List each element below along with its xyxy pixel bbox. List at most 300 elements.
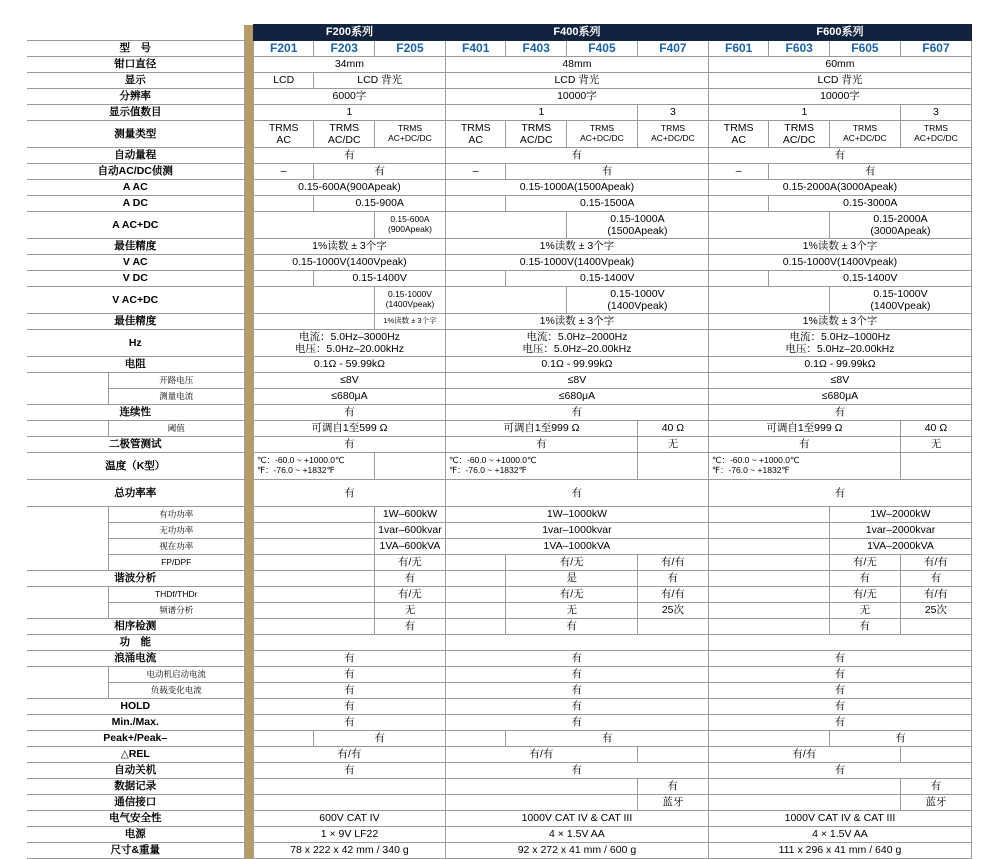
measure-type-f403: TRMS AC/DC	[506, 121, 567, 148]
phase-f605: 有	[829, 619, 900, 635]
row-label-autorange: 自动量程	[27, 148, 244, 164]
resistance-f400: 0.1Ω - 99.99kΩ	[445, 357, 708, 373]
gold-divider	[244, 619, 253, 635]
row-label-harmonic: 谐波分析	[27, 571, 244, 587]
a-acdc-f600: 0.15-2000A (3000Apeak)	[829, 212, 971, 239]
row-label-safety: 电气安全性	[27, 811, 244, 827]
table-row-thdf-thdr	[27, 587, 972, 603]
row-label-rel: △REL	[27, 747, 244, 763]
comm-f200-empty	[253, 795, 445, 811]
table-row-phase-detect	[27, 619, 972, 635]
open-voltage-f400: ≤8V	[445, 373, 708, 389]
peak-f600: 有	[829, 731, 971, 747]
active-power-f205: 1W–600kW	[374, 507, 445, 523]
table-row-a-ac	[27, 180, 972, 196]
model-f203: F203	[314, 41, 375, 57]
open-voltage-f200: ≤8V	[253, 373, 445, 389]
apparent-power-f601-603-empty	[708, 539, 829, 555]
temperature-f607-empty	[900, 453, 971, 480]
thd-f201-203-empty	[253, 587, 374, 603]
gold-divider	[244, 89, 253, 105]
load-change-f400: 有	[445, 683, 708, 699]
rel-f200: 有/有	[253, 747, 445, 763]
table-row-auto-acdc	[27, 164, 972, 180]
jaw-f600: 60mm	[708, 57, 971, 73]
resolution-f400: 10000字	[445, 89, 708, 105]
table-row-open-voltage	[27, 373, 972, 389]
table-row-resolution	[27, 89, 972, 105]
gold-divider	[244, 715, 253, 731]
thd-f205: 有/无	[374, 587, 445, 603]
fp-dpf-f205: 有/无	[374, 555, 445, 571]
a-dc-f200: 0.15-900A	[314, 196, 446, 212]
total-power-f400: 有	[445, 480, 708, 507]
total-power-f200: 有	[253, 480, 445, 507]
safety-f400: 1000V CAT IV & CAT III	[445, 811, 708, 827]
table-row-inrush	[27, 651, 972, 667]
autorange-f200: 有	[253, 148, 445, 164]
freq-f403-405: 无	[506, 603, 637, 619]
table-row-fp-dpf	[27, 555, 972, 571]
row-label-diode: 二极管测试	[27, 437, 244, 453]
table-row-resistance	[27, 357, 972, 373]
gold-divider	[244, 57, 253, 73]
v-dc-f600: 0.15-1400V	[769, 271, 972, 287]
v-dc-f201-empty	[253, 271, 314, 287]
motor-start-f200: 有	[253, 667, 445, 683]
gold-divider	[244, 747, 253, 763]
phase-f401-empty	[445, 619, 506, 635]
threshold-f401-405: 可调自1至999 Ω	[445, 421, 637, 437]
measure-current-f600: ≤680μA	[708, 389, 971, 405]
apparent-power-f600: 1VA–2000kVA	[829, 539, 971, 555]
diode-f607: 无	[900, 437, 971, 453]
table-row-temperature	[27, 453, 972, 480]
thd-f403-405: 有/无	[506, 587, 637, 603]
series-label-f600: F600系列	[708, 25, 971, 41]
row-label-display: 显示	[27, 73, 244, 89]
phase-f205: 有	[374, 619, 445, 635]
v-ac-f600: 0.15-1000V(1400Vpeak)	[708, 255, 971, 271]
empty-cell	[27, 25, 108, 41]
jaw-f400: 48mm	[445, 57, 708, 73]
display-f600: LCD 背光	[708, 73, 971, 89]
apparent-power-f400: 1VA–1000kVA	[445, 539, 708, 555]
auto-off-f600: 有	[708, 763, 971, 779]
gold-divider	[244, 212, 253, 239]
peak-f601-603-empty	[708, 731, 829, 747]
row-label-apparent-power: 视在功率	[108, 539, 244, 555]
thd-f607: 有/有	[900, 587, 971, 603]
specification-table	[27, 24, 972, 859]
table-row-a-dc	[27, 196, 972, 212]
freq-f407: 25次	[637, 603, 708, 619]
gold-divider	[244, 453, 253, 480]
resolution-f200: 6000字	[253, 89, 445, 105]
reactive-power-f205: 1var–600kvar	[374, 523, 445, 539]
phase-f607-empty	[900, 619, 971, 635]
row-label-a-ac: A AC	[27, 180, 244, 196]
empty-cell	[27, 421, 108, 437]
gold-divider	[244, 571, 253, 587]
row-label-phase-detect: 相序检测	[27, 619, 244, 635]
table-row-minmax	[27, 715, 972, 731]
fp-dpf-f201-203-empty	[253, 555, 374, 571]
a-acdc-f205: 0.15-600A (900Apeak)	[374, 212, 445, 239]
display-f203-205: LCD 背光	[314, 73, 446, 89]
display-count-f401-405: 1	[445, 105, 637, 121]
gold-divider	[244, 651, 253, 667]
gold-divider	[244, 196, 253, 212]
measure-type-f607: TRMS AC+DC/DC	[900, 121, 971, 148]
empty-cell	[27, 523, 108, 539]
freq-f601-603-empty	[708, 603, 829, 619]
empty-cell	[27, 389, 108, 405]
autorange-f600: 有	[708, 148, 971, 164]
v-ac-f400: 0.15-1000V(1400Vpeak)	[445, 255, 708, 271]
comm-f607: 蓝牙	[900, 795, 971, 811]
table-row-v-ac	[27, 255, 972, 271]
series-label-f400: F400系列	[445, 25, 708, 41]
gold-divider	[244, 763, 253, 779]
table-row-auto-off	[27, 763, 972, 779]
gold-divider	[244, 603, 253, 619]
table-row-a-acdc	[27, 212, 972, 239]
phase-f407-empty	[637, 619, 708, 635]
gold-divider	[244, 507, 253, 523]
gold-divider	[244, 25, 253, 41]
v-acdc-f601-603-empty	[708, 287, 829, 314]
gold-divider	[244, 731, 253, 747]
series-label-f200: F200系列	[253, 25, 445, 41]
row-label-inrush: 浪涌电流	[27, 651, 244, 667]
temperature-f400: ℃：-60.0 ~ +1000.0℃ ℉：-76.0 ~ +1832℉	[445, 453, 637, 480]
datalog-f607: 有	[900, 779, 971, 795]
temperature-f200: ℃：-60.0 ~ +1000.0℃ ℉：-76.0 ~ +1832℉	[253, 453, 374, 480]
harmonic-f601-603-empty	[708, 571, 829, 587]
a-dc-f601-empty	[708, 196, 769, 212]
model-f401: F401	[445, 41, 506, 57]
temperature-f205-empty	[374, 453, 445, 480]
power-f200: 1 × 9V LF22	[253, 827, 445, 843]
table-row-total-power	[27, 480, 972, 507]
v-dc-f400: 0.15-1400V	[506, 271, 708, 287]
freq-f607: 25次	[900, 603, 971, 619]
peak-f200: 有	[314, 731, 446, 747]
harmonic-f201-203-empty	[253, 571, 374, 587]
v-ac-f200: 0.15-1000V(1400Vpeak)	[253, 255, 445, 271]
open-voltage-f600: ≤8V	[708, 373, 971, 389]
rel-f407-empty	[637, 747, 708, 763]
row-label-fp-dpf: FP/DPF	[108, 555, 244, 571]
row-label-measure-current: 测量电流	[108, 389, 244, 405]
best-acc-2-f205: 1%读数 ± 3个字	[374, 314, 445, 330]
table-row-threshold	[27, 421, 972, 437]
fp-dpf-f605: 有/无	[829, 555, 900, 571]
apparent-power-f201-203-empty	[253, 539, 374, 555]
gold-divider	[244, 180, 253, 196]
measure-type-f601: TRMS AC	[708, 121, 769, 148]
gold-divider	[244, 683, 253, 699]
row-label-resolution: 分辨率	[27, 89, 244, 105]
rel-f400: 有/有	[445, 747, 637, 763]
peak-f400: 有	[506, 731, 708, 747]
measure-current-f400: ≤680μA	[445, 389, 708, 405]
table-row-comm	[27, 795, 972, 811]
hold-f200: 有	[253, 699, 445, 715]
size-weight-f600: 111 x 296 x 41 mm / 640 g	[708, 843, 971, 859]
auto-acdc-f401: –	[445, 164, 506, 180]
rel-f600: 有/有	[708, 747, 900, 763]
row-label-v-acdc: V AC+DC	[27, 287, 244, 314]
load-change-f200: 有	[253, 683, 445, 699]
model-f607: F607	[900, 41, 971, 57]
row-label-thdf-thdr: THDf/THDr	[108, 587, 244, 603]
thd-f601-603-empty	[708, 587, 829, 603]
peak-f401-empty	[445, 731, 506, 747]
gold-divider	[244, 271, 253, 287]
measure-type-f405: TRMS AC+DC/DC	[566, 121, 637, 148]
phase-f601-603-empty	[708, 619, 829, 635]
measure-current-f200: ≤680μA	[253, 389, 445, 405]
gold-divider	[244, 555, 253, 571]
row-label-measure-type: 测量类型	[27, 121, 244, 148]
empty-cell	[108, 25, 244, 41]
gold-divider	[244, 41, 253, 57]
table-row-datalog	[27, 779, 972, 795]
row-label-load-change: 负载变化电流	[108, 683, 244, 699]
phase-f201-203-empty	[253, 619, 374, 635]
a-acdc-f400: 0.15-1000A (1500Apeak)	[566, 212, 708, 239]
continuity-f400: 有	[445, 405, 708, 421]
a-dc-f401-empty	[445, 196, 506, 212]
v-dc-f200: 0.15-1400V	[314, 271, 446, 287]
display-f201: LCD	[253, 73, 314, 89]
gold-divider	[244, 148, 253, 164]
gold-divider	[244, 357, 253, 373]
auto-acdc-f203-205: 有	[314, 164, 446, 180]
inrush-f600: 有	[708, 651, 971, 667]
apparent-power-f205: 1VA–600kVA	[374, 539, 445, 555]
empty-cell	[27, 603, 108, 619]
row-label-motor-start: 电动机启动电流	[108, 667, 244, 683]
freq-f201-203-empty	[253, 603, 374, 619]
safety-f200: 600V CAT IV	[253, 811, 445, 827]
table-row-active-power	[27, 507, 972, 523]
peak-f201-empty	[253, 731, 314, 747]
thd-f401-empty	[445, 587, 506, 603]
table-row-display-count	[27, 105, 972, 121]
row-label-hz: Hz	[27, 330, 244, 357]
harmonic-f607: 有	[900, 571, 971, 587]
reactive-power-f400: 1var–1000kvar	[445, 523, 708, 539]
row-label-jaw: 钳口直径	[27, 57, 244, 73]
empty-cell	[27, 587, 108, 603]
datalog-f407: 有	[637, 779, 708, 795]
freq-f401-empty	[445, 603, 506, 619]
gold-divider	[244, 421, 253, 437]
jaw-f200: 34mm	[253, 57, 445, 73]
gold-divider	[244, 73, 253, 89]
measure-type-f407: TRMS AC+DC/DC	[637, 121, 708, 148]
active-power-f400: 1W–1000kW	[445, 507, 708, 523]
row-label-active-power: 有功功率	[108, 507, 244, 523]
empty-cell	[27, 555, 108, 571]
comm-f401-405-empty	[445, 795, 637, 811]
active-power-f600: 1W–2000kW	[829, 507, 971, 523]
auto-acdc-f603-607: 有	[769, 164, 972, 180]
model-f407: F407	[637, 41, 708, 57]
active-power-f601-603-empty	[708, 507, 829, 523]
threshold-f607: 40 Ω	[900, 421, 971, 437]
table-row-hold	[27, 699, 972, 715]
row-label-freq-analysis: 频谱分析	[108, 603, 244, 619]
load-change-f600: 有	[708, 683, 971, 699]
motor-start-f400: 有	[445, 667, 708, 683]
comm-f407: 蓝牙	[637, 795, 708, 811]
auto-off-f200: 有	[253, 763, 445, 779]
threshold-f200: 可调自1至599 Ω	[253, 421, 445, 437]
auto-off-f400: 有	[445, 763, 708, 779]
row-label-power: 电源	[27, 827, 244, 843]
table-row-peak	[27, 731, 972, 747]
gold-divider	[244, 843, 253, 859]
function-f200-empty	[253, 635, 445, 651]
table-row-function-section	[27, 635, 972, 651]
function-f600-empty	[708, 635, 971, 651]
fp-dpf-f403-405: 有/无	[506, 555, 637, 571]
empty-cell	[27, 373, 108, 389]
best-acc-2-f400: 1%读数 ± 3个字	[445, 314, 708, 330]
hz-f200: 电流：5.0Hz–3000Hz 电压：5.0Hz–20.00kHz	[253, 330, 445, 357]
harmonic-f407: 有	[637, 571, 708, 587]
measure-type-f401: TRMS AC	[445, 121, 506, 148]
gold-divider	[244, 667, 253, 683]
v-acdc-f400: 0.15-1000V (1400Vpeak)	[566, 287, 708, 314]
model-f403: F403	[506, 41, 567, 57]
minmax-f400: 有	[445, 715, 708, 731]
gold-divider	[244, 539, 253, 555]
function-f400-empty	[445, 635, 708, 651]
diode-f401-405: 有	[445, 437, 637, 453]
gold-divider	[244, 437, 253, 453]
best-acc-1-f200: 1%读数 ± 3个字	[253, 239, 445, 255]
gold-divider	[244, 330, 253, 357]
row-label-hold: HOLD	[27, 699, 244, 715]
reactive-power-f601-603-empty	[708, 523, 829, 539]
row-label-v-dc: V DC	[27, 271, 244, 287]
row-label-datalog: 数据记录	[27, 779, 244, 795]
a-acdc-f401-403-empty	[445, 212, 566, 239]
auto-acdc-f403-407: 有	[506, 164, 708, 180]
datalog-f401-405-empty	[445, 779, 637, 795]
row-label-v-ac: V AC	[27, 255, 244, 271]
datalog-f200-empty	[253, 779, 445, 795]
best-acc-1-f600: 1%读数 ± 3个字	[708, 239, 971, 255]
best-acc-2-f600: 1%读数 ± 3个字	[708, 314, 971, 330]
diode-f601-605: 有	[708, 437, 900, 453]
row-label-minmax: Min./Max.	[27, 715, 244, 731]
v-acdc-f201-203-empty	[253, 287, 374, 314]
row-label-reactive-power: 无功功率	[108, 523, 244, 539]
freq-f605: 无	[829, 603, 900, 619]
diode-f407: 无	[637, 437, 708, 453]
v-dc-f401-empty	[445, 271, 506, 287]
row-label-open-voltage: 开路电压	[108, 373, 244, 389]
empty-cell	[27, 667, 108, 683]
reactive-power-f201-203-empty	[253, 523, 374, 539]
gold-divider	[244, 587, 253, 603]
reactive-power-f600: 1var–2000kvar	[829, 523, 971, 539]
row-label-peak: Peak+/Peak–	[27, 731, 244, 747]
table-row-display	[27, 73, 972, 89]
gold-divider	[244, 635, 253, 651]
table-row-power	[27, 827, 972, 843]
row-label-threshold: 阈值	[108, 421, 244, 437]
thd-f605: 有/无	[829, 587, 900, 603]
hold-f400: 有	[445, 699, 708, 715]
auto-acdc-f201: –	[253, 164, 314, 180]
rel-f607-empty	[900, 747, 971, 763]
safety-f600: 1000V CAT IV & CAT III	[708, 811, 971, 827]
autorange-f400: 有	[445, 148, 708, 164]
gold-divider	[244, 287, 253, 314]
inrush-f400: 有	[445, 651, 708, 667]
threshold-f601-605: 可调自1至999 Ω	[708, 421, 900, 437]
gold-divider	[244, 389, 253, 405]
harmonic-f205: 有	[374, 571, 445, 587]
a-dc-f201-empty	[253, 196, 314, 212]
power-f600: 4 × 1.5V AA	[708, 827, 971, 843]
table-row-best-acc-1	[27, 239, 972, 255]
minmax-f200: 有	[253, 715, 445, 731]
a-ac-f400: 0.15-1000A(1500Apeak)	[445, 180, 708, 196]
total-power-f600: 有	[708, 480, 971, 507]
gold-divider	[244, 811, 253, 827]
table-row-motor-start	[27, 667, 972, 683]
table-row-diode	[27, 437, 972, 453]
gold-divider	[244, 827, 253, 843]
hz-f600: 电流：5.0Hz–1000Hz 电压：5.0Hz–20.00kHz	[708, 330, 971, 357]
resistance-f600: 0.1Ω - 99.99kΩ	[708, 357, 971, 373]
v-dc-f601-empty	[708, 271, 769, 287]
table-row-safety	[27, 811, 972, 827]
v-acdc-f401-403-empty	[445, 287, 566, 314]
row-label-temperature: 温度（K型）	[27, 453, 244, 480]
measure-type-f603: TRMS AC/DC	[769, 121, 830, 148]
model-f205: F205	[374, 41, 445, 57]
active-power-f201-203-empty	[253, 507, 374, 523]
a-dc-f600: 0.15-3000A	[769, 196, 972, 212]
temperature-f600: ℃：-60.0 ~ +1000.0℃ ℉：-76.0 ~ +1832℉	[708, 453, 900, 480]
a-ac-f600: 0.15-2000A(3000Apeak)	[708, 180, 971, 196]
row-label-resistance: 电阻	[27, 357, 244, 373]
harmonic-f605: 有	[829, 571, 900, 587]
empty-cell	[27, 683, 108, 699]
resistance-f200: 0.1Ω - 59.99kΩ	[253, 357, 445, 373]
a-acdc-f601-603-empty	[708, 212, 829, 239]
thd-f407: 有/有	[637, 587, 708, 603]
table-row-continuity	[27, 405, 972, 421]
table-row-autorange	[27, 148, 972, 164]
table-row-v-dc	[27, 271, 972, 287]
size-weight-f200: 78 x 222 x 42 mm / 340 g	[253, 843, 445, 859]
continuity-f200: 有	[253, 405, 445, 421]
row-label-continuity: 连续性	[27, 405, 244, 421]
row-label-auto-off: 自动关机	[27, 763, 244, 779]
harmonic-f401-empty	[445, 571, 506, 587]
hz-f400: 电流：5.0Hz–2000Hz 电压：5.0Hz–20.00kHz	[445, 330, 708, 357]
